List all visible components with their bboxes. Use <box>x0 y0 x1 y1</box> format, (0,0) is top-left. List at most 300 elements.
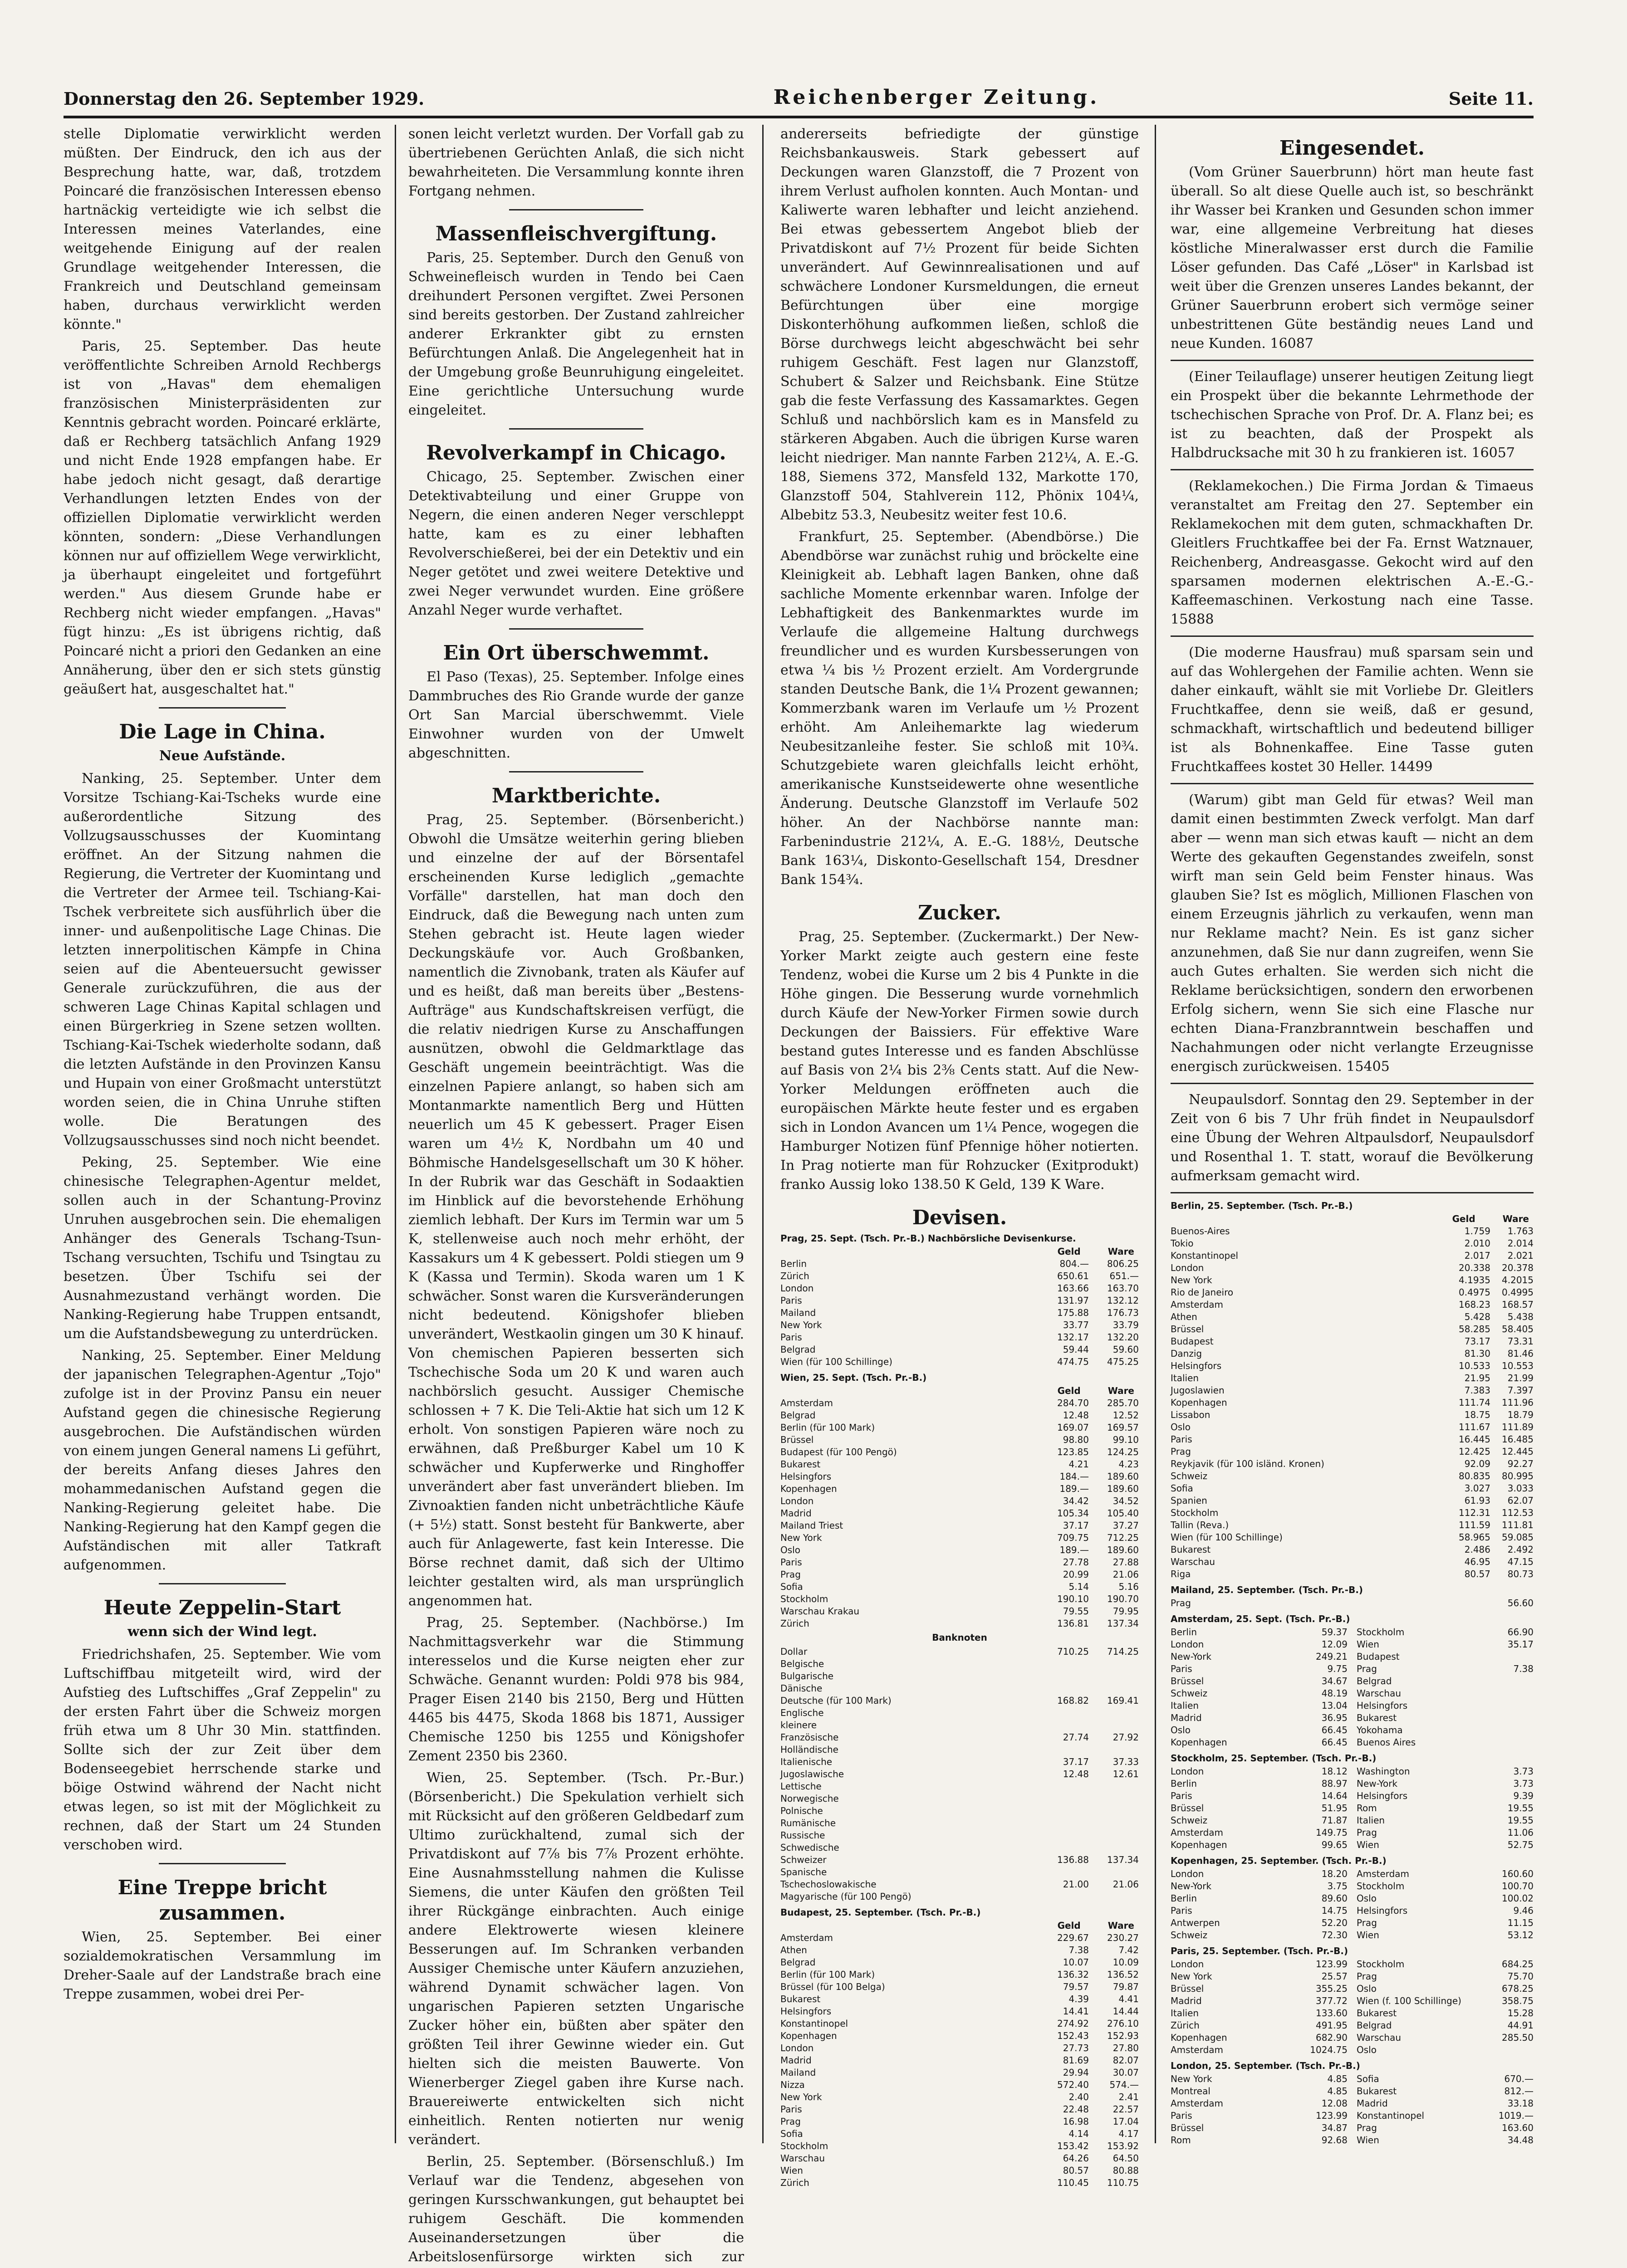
rate-value <box>1490 1712 1534 1724</box>
table-row <box>780 2152 1139 2165</box>
separator <box>159 1583 286 1584</box>
table-row <box>780 1434 1139 1446</box>
currency-name: Brüssel (für 100 Belga) <box>780 1981 885 1992</box>
currency-name: Helsingfors <box>1357 1790 1408 1801</box>
rate-value: 79.87 <box>1112 1981 1139 1992</box>
rate-value: 12.09 <box>1321 1639 1348 1650</box>
article-text: Paris, 25. September. Durch den Genuß von Schweinefleisch wurden in Tendo bei Caen dreihundert Personen vergiftet. Zwei Personen sind bereits gestorben. Der Zustand zahlreicher anderer Erkrankter gibt zu ernsten Befürchtungen Anlaß. Die Angelegenheit hat in der Umgebung große Beunruhigung eingeleitet. Eine gerichtliche Untersuchung wurde eingeleitet. <box>408 250 744 418</box>
rate-value: 92.09 <box>1464 1458 1490 1469</box>
rate-value <box>1039 1793 1089 1805</box>
rate-value: 189.— <box>1059 1545 1089 1555</box>
currency-name: Kopenhagen <box>1171 2032 1227 2043</box>
rate-value: 10.533 <box>1459 1360 1490 1371</box>
currency-name: Prag <box>1357 1917 1377 1928</box>
currency-name: New York <box>780 2092 822 2102</box>
currency-name: Sofia <box>1171 1483 1193 1494</box>
currency-name: New York <box>1171 1275 1212 1286</box>
rate-value: 62.07 <box>1507 1495 1534 1506</box>
rate-value: 285.50 <box>1502 2032 1534 2043</box>
rate-value: 20.338 <box>1459 1262 1490 1273</box>
currency-name: Paris <box>1171 1434 1192 1445</box>
table-row <box>1357 1778 1534 1790</box>
currency-name: Kopenhagen <box>1171 1839 1227 1850</box>
table-row <box>780 1670 1139 1682</box>
rates-table-prag <box>780 1232 1139 1368</box>
currency-name: Stockholm <box>1357 1627 1405 1637</box>
currency-name: Paris <box>1171 1663 1192 1674</box>
rate-value: 89.60 <box>1321 1893 1348 1904</box>
rate-value: 37.17 <box>1063 1756 1089 1767</box>
rate-value: 136.81 <box>1057 1618 1089 1629</box>
currency-name: Spanien <box>1171 1495 1207 1506</box>
rate-value: 2.492 <box>1507 1544 1534 1555</box>
notice-text: Neupaulsdorf. Sonntag den 29. September in der Zeit von 6 bis 7 Uhr früh findet in Neupaulsdorf eine Übung der Wehren Altpaulsdorf, Neupaulsdorf und Rosenthal 1. T. statt, worauf die Bevölkerung aufmerksam gemacht wird. <box>1171 1092 1534 1184</box>
rate-value: 111.74 <box>1459 1397 1490 1408</box>
rate-value: 0.4975 <box>1459 1287 1490 1298</box>
table-row <box>1171 1237 1534 1250</box>
currency-name: Prag <box>1357 1827 1377 1838</box>
rate-value <box>1490 1724 1534 1736</box>
currency-name: Schweizer <box>780 1854 827 1865</box>
rate-value: 88.97 <box>1321 1778 1348 1789</box>
currency-name: Rom <box>1357 1803 1377 1813</box>
rate-value: 2.014 <box>1507 1238 1534 1249</box>
rate-value: 131.97 <box>1057 1295 1089 1306</box>
currency-name: Sofia <box>780 2128 803 2139</box>
rate-value: 189.60 <box>1107 1471 1139 1482</box>
article-text: Peking, 25. September. Wie eine chinesische Telegraphen-Agentur meldet, sollen auch in der Schantung-Provinz Unruhen ausgebrochen sein. Die ehemaligen Anhänger des Generals Tschang-Tsun-Tschang versuchten, Tschifu und Tsingtau zu besetzen. Über Tschifu sei der Ausnahmezustand verhängt worden. Die Nanking-Regierung habe Truppen entsandt, um die Aufstandsbewegung zu unterdrücken. <box>64 1154 381 1342</box>
table-row <box>1357 2085 1534 2097</box>
rate-value: 132.20 <box>1107 1332 1139 1343</box>
currency-name: Lissabon <box>1171 1409 1210 1420</box>
rate-value: 169.41 <box>1107 1695 1139 1706</box>
rate-value: 52.20 <box>1321 1917 1348 1928</box>
table-row <box>780 1878 1139 1891</box>
headline-fleischvergiftung: Massenfleischvergiftung. <box>435 222 717 245</box>
currency-name: Italienische <box>780 1756 833 1767</box>
table-row <box>780 2165 1139 2177</box>
currency-name: Rumänische <box>780 1818 836 1828</box>
separator <box>1171 360 1534 361</box>
rate-value: 132.17 <box>1057 1332 1089 1343</box>
rate-value: 99.65 <box>1321 1839 1348 1850</box>
table-row <box>1357 1687 1534 1700</box>
rate-value: 491.95 <box>1316 2020 1348 2031</box>
rate-value: 132.12 <box>1107 1295 1139 1306</box>
table-row <box>1171 1262 1534 1274</box>
table-row <box>1357 1917 1534 1929</box>
table-row <box>1171 1814 1348 1827</box>
rate-value: 22.57 <box>1112 2104 1139 2115</box>
currency-name: New York <box>780 1532 822 1543</box>
table-row <box>780 1532 1139 1544</box>
table-row <box>780 1956 1139 1969</box>
separator <box>509 771 643 772</box>
currency-name: Oslo <box>1171 1725 1191 1735</box>
rate-value: 59.44 <box>1063 1344 1089 1355</box>
currency-name: Madrid <box>780 1508 812 1519</box>
rate-value: 10.07 <box>1063 1957 1089 1968</box>
table-row <box>1171 1675 1348 1687</box>
table-row <box>1357 1929 1534 1941</box>
rate-value: 92.27 <box>1507 1458 1534 1469</box>
table-row <box>1357 2007 1534 2019</box>
rate-value: 22.48 <box>1063 2104 1089 2115</box>
currency-name: Kopenhagen <box>1171 1397 1227 1408</box>
rate-value <box>1039 1891 1089 1903</box>
rates-table-wien <box>780 1372 1139 1903</box>
table-row <box>1357 2044 1534 2056</box>
rate-value: 110.75 <box>1107 2177 1139 2188</box>
rate-value: 124.25 <box>1107 1447 1139 1457</box>
currency-name: Paris <box>780 1295 802 1306</box>
rate-value: 112.53 <box>1502 1507 1534 1518</box>
currency-name: Paris <box>1171 1905 1192 1916</box>
table-row <box>780 1981 1139 1993</box>
rate-value: 111.96 <box>1502 1397 1534 1408</box>
rate-value: 474.75 <box>1057 1356 1089 1367</box>
rate-value: 3.75 <box>1327 1881 1348 1892</box>
table-row <box>780 1446 1139 1458</box>
rate-value: 133.60 <box>1316 2008 1348 2019</box>
rate-value: 34.87 <box>1321 2122 1348 2133</box>
currency-name: Deutsche (für 100 Mark) <box>780 1695 892 1706</box>
rate-value: 34.42 <box>1063 1496 1089 1506</box>
rate-value: 2.41 <box>1118 2092 1139 2102</box>
currency-name: Madrid <box>1357 2098 1388 2109</box>
rate-value: 5.428 <box>1464 1311 1490 1322</box>
table-row <box>780 1969 1139 1981</box>
rate-value: 2.40 <box>1068 2092 1089 2102</box>
rate-value: 21.00 <box>1063 1879 1089 1890</box>
table-row <box>780 1544 1139 1556</box>
table-row <box>1171 1868 1348 1880</box>
rate-value: 12.425 <box>1459 1446 1490 1457</box>
table-row <box>1357 1827 1534 1839</box>
table-row <box>1357 1814 1534 1827</box>
column-header: Ware <box>1108 1246 1134 1257</box>
rate-value <box>1490 2044 1534 2056</box>
table-row <box>1171 1409 1534 1421</box>
rate-value: 47.15 <box>1507 1556 1534 1567</box>
currency-name: Berlin (für 100 Mark) <box>780 1422 875 1433</box>
table-row <box>780 1829 1139 1842</box>
rate-value: 34.67 <box>1321 1676 1348 1686</box>
table-row <box>780 1458 1139 1471</box>
currency-name: Helsingfors <box>1171 1360 1222 1371</box>
currency-name: Belgrad <box>780 1957 816 1968</box>
rates-table-berlin <box>1171 1200 1534 1580</box>
rate-value: 112.31 <box>1459 1507 1490 1518</box>
table-row <box>780 1731 1139 1744</box>
currency-name: Oslo <box>1357 2044 1377 2055</box>
currency-name: Brüssel <box>1171 2122 1204 2133</box>
rate-value <box>1490 1687 1534 1700</box>
rate-value: 25.57 <box>1321 1971 1348 1982</box>
currency-name: Kopenhagen <box>780 1483 837 1494</box>
rates-table-stockholm <box>1171 1752 1534 1851</box>
table-row <box>1171 1597 1534 1609</box>
currency-name: London <box>780 2043 814 2053</box>
currency-name: Stockholm <box>1171 1507 1219 1518</box>
currency-name: Montreal <box>1171 2086 1210 2097</box>
rate-value: 44.91 <box>1507 2020 1534 2031</box>
table-row <box>1171 1470 1534 1482</box>
table-row <box>1171 1286 1534 1299</box>
subheadline-china: Neue Aufstände. <box>159 748 286 764</box>
rate-value: 136.88 <box>1057 1854 1089 1865</box>
rate-value: 27.73 <box>1063 2043 1089 2053</box>
table-row <box>780 2128 1139 2140</box>
table-row <box>1357 1638 1534 1651</box>
currency-name: Wien <box>1357 1930 1379 1941</box>
table-row <box>780 1944 1139 1956</box>
table-row <box>1357 2134 1534 2146</box>
currency-name: Riga <box>1171 1569 1191 1579</box>
article-text: Wien, 25. September. Bei einer sozialdemokratischen Versammlung im Dreher-Saale auf der Landstraße brach eine Treppe zusammen, wobei drei Per- <box>64 1929 381 2002</box>
separator <box>1171 635 1534 637</box>
column-4 <box>1171 125 1534 2146</box>
rate-value: 285.70 <box>1107 1398 1139 1408</box>
rate-value <box>1089 1719 1139 1731</box>
table-row <box>780 1258 1139 1270</box>
rate-value: 14.64 <box>1321 1790 1348 1801</box>
table-row <box>1357 1651 1534 1663</box>
currency-name: kleinere <box>780 1720 817 1730</box>
rate-value: 189.60 <box>1107 1545 1139 1555</box>
table-row <box>780 1780 1139 1793</box>
table-row <box>780 2140 1139 2152</box>
rate-value: 152.93 <box>1107 2030 1139 2041</box>
currency-name: Antwerpen <box>1171 1917 1220 1928</box>
currency-name: Konstantinopel <box>780 2018 848 2029</box>
currency-name: Wien <box>780 2165 803 2176</box>
rate-value: 21.95 <box>1464 1373 1490 1383</box>
notice-text: (Einer Teilauflage) unserer heutigen Zeitung liegt ein Prospekt über die bekannte Lehrmethode der tschechischen Sprache von Prof. Dr. A. Flanz bei; es ist zu beachten, daß der Prospekt als Halbdrucksache mit 30 h zu frankieren ist. 16057 <box>1171 369 1534 461</box>
currency-name: Stockholm <box>780 1593 828 1604</box>
currency-name: Budapest <box>1171 1336 1214 1347</box>
rate-value: 100.70 <box>1502 1881 1534 1892</box>
table-row <box>1357 1663 1534 1675</box>
currency-name: Mailand <box>780 1307 816 1318</box>
table-row <box>1171 1995 1348 2007</box>
rate-value: 27.88 <box>1112 1557 1139 1568</box>
currency-name: Nizza <box>780 2079 805 2090</box>
currency-name: London <box>1171 1868 1204 1879</box>
rate-value: 176.73 <box>1107 1307 1139 1318</box>
subheadline-zeppelin: wenn sich der Wind legt. <box>127 1624 317 1640</box>
currency-name: Prag <box>1357 1971 1377 1982</box>
currency-name: Lettische <box>780 1781 822 1792</box>
rate-value: 163.60 <box>1502 2122 1534 2133</box>
table-row <box>1357 2073 1534 2085</box>
table-row <box>780 1556 1139 1569</box>
currency-name: Bukarest <box>1171 1544 1211 1555</box>
currency-name: Wien (für 100 Schillinge) <box>1171 1532 1283 1543</box>
rate-value: 13.04 <box>1321 1700 1348 1711</box>
currency-name: Bulgarische <box>780 1671 834 1681</box>
rate-value: 475.25 <box>1107 1356 1139 1367</box>
rate-value: 160.60 <box>1502 1868 1534 1879</box>
rate-value: 806.25 <box>1107 1258 1139 1269</box>
table-row <box>1171 1651 1348 1663</box>
rate-value: 684.25 <box>1502 1959 1534 1970</box>
table-row <box>780 2018 1139 2030</box>
rate-value <box>1490 1700 1534 1712</box>
rate-value: 19.55 <box>1507 1803 1534 1813</box>
currency-name: Italien <box>1171 1373 1199 1383</box>
article-text: sonen leicht verletzt wurden. Der Vorfall gab zu übertriebenen Gerüchten Anlaß, die sich nicht bewahrheiteten. Die Versammlung konnte ihren Fortgang nehmen. <box>408 126 744 199</box>
table-row <box>780 1793 1139 1805</box>
rate-value: 230.27 <box>1107 1932 1139 1943</box>
rate-value: 27.78 <box>1063 1557 1089 1568</box>
table-row <box>780 1682 1139 1695</box>
table-row <box>1171 1827 1348 1839</box>
currency-name: Dänische <box>780 1683 823 1694</box>
rate-value: 79.55 <box>1063 1606 1089 1617</box>
rate-value: 12.48 <box>1063 1410 1089 1421</box>
table-row <box>1171 1421 1534 1433</box>
currency-name: Kopenhagen <box>780 2030 837 2041</box>
table-row <box>780 1307 1139 1319</box>
rate-value: 111.89 <box>1502 1422 1534 1432</box>
rate-value <box>1490 1736 1534 1749</box>
currency-name: Oslo <box>1171 1422 1191 1432</box>
rate-value <box>1089 1829 1139 1842</box>
table-row <box>780 1282 1139 1295</box>
table-row <box>780 1744 1139 1756</box>
rate-value <box>1089 1744 1139 1756</box>
rate-value <box>1039 1682 1089 1695</box>
rate-value <box>1089 1805 1139 1817</box>
rate-value: 4.1935 <box>1459 1275 1490 1286</box>
rate-value: 163.70 <box>1107 1283 1139 1294</box>
rate-value: 34.48 <box>1507 2135 1534 2146</box>
table-row <box>780 1646 1139 1658</box>
article-text: Frankfurt, 25. September. (Abendbörse.) Die Abendbörse war zunächst ruhig und bröckelte eine Kleinigkeit ab. Lebhaft lagen Banken, ohne daß sachliche Momente erkennbar waren. Infolge der Lebhaftigkeit des Bankenmarktes wurde im Verlaufe die allgemeine Haltung durchwegs freundlicher und es wurden Kursbesserungen von etwa ¼ bis ½ Prozent erzielt. Am Vordergrunde standen Deutsche Bank, die 1¼ Prozent gewannen; Kommerzbank waren im Verlaufe um ½ Prozent erhöht. Am Anleihemarkte lag wiederum Neubesitzanleihe fester. Sie schloß mit 10¾. Schutzgebiete waren gleichfalls leicht erhöht, amerikanische Kunstseidewerte ohne wesentliche Änderung. Deutsche Glanzstoff im Verlaufe 502 höher. An der Nachbörse nannte man: Farbenindustrie 212¼, A. E.-G. 188½, Deutsche Bank 163¼, Diskonto-Gesellschaft 154, Dresdner Bank 154¾. <box>780 529 1139 888</box>
rate-value: 189.— <box>1059 1483 1089 1494</box>
separator <box>159 1863 286 1864</box>
rate-value: 189.60 <box>1107 1483 1139 1494</box>
rate-value: 163.66 <box>1057 1283 1089 1294</box>
table-row <box>1171 2007 1348 2019</box>
rate-value <box>1089 1670 1139 1682</box>
table-row <box>1357 2032 1534 2044</box>
rate-value: 20.378 <box>1502 1262 1534 1273</box>
rate-value: 58.965 <box>1459 1532 1490 1543</box>
rate-value: 21.06 <box>1112 1569 1139 1580</box>
rate-value: 169.07 <box>1057 1422 1089 1433</box>
table-row <box>1171 1225 1534 1237</box>
rate-value: 804.— <box>1059 1258 1089 1269</box>
rate-value: 2.021 <box>1507 1250 1534 1261</box>
rate-value: 80.88 <box>1112 2165 1139 2176</box>
rate-value: 61.93 <box>1464 1495 1490 1506</box>
table-row <box>1171 2073 1348 2085</box>
currency-name: Zürich <box>1171 2020 1200 2031</box>
table-row <box>780 1581 1139 1593</box>
rate-value <box>1089 1891 1139 1903</box>
article-text: Berlin, 25. September. (Börsenschluß.) Im Verlauf war die Tendenz, abgesehen von geringen Kursschwankungen, gut behauptet bei ruhigem Geschäft. Die kommenden Auseinandersetzungen über die Arbeitslosenfürsorge wirkten sich zur <box>408 2154 744 2265</box>
table-row <box>1171 2134 1348 2146</box>
rate-value: 79.57 <box>1063 1981 1089 1992</box>
rate-value: 358.75 <box>1502 1995 1534 2006</box>
table-title: Kopenhagen, 25. September. (Tsch. Pr.-B.) <box>1171 1855 1387 1866</box>
currency-name: Sofia <box>1357 2073 1379 2084</box>
headline-devisen: Devisen. <box>912 1206 1007 1229</box>
currency-name: London <box>1171 1959 1204 1970</box>
currency-name: London <box>1171 1639 1204 1650</box>
rate-value: 4.85 <box>1327 2073 1348 2084</box>
currency-name: Kopenhagen <box>1171 1737 1227 1748</box>
table-row <box>780 1471 1139 1483</box>
rate-value: 100.02 <box>1502 1893 1534 1904</box>
currency-name: Prag <box>1171 1446 1191 1457</box>
currency-name: Italien <box>1357 1815 1385 1826</box>
table-row <box>1357 1839 1534 1851</box>
rate-value: 11.15 <box>1507 1917 1534 1928</box>
currency-name: Prag <box>1357 2122 1377 2133</box>
table-row <box>780 1331 1139 1344</box>
rate-value <box>1039 1842 1089 1854</box>
rate-value: 3.73 <box>1513 1778 1534 1789</box>
column-rule <box>762 125 764 2143</box>
rate-value: 5.438 <box>1507 1311 1534 1322</box>
currency-name: Belgrad <box>780 1410 816 1421</box>
rates-table-kopenhagen <box>1171 1855 1534 1941</box>
currency-name: Stockholm <box>780 2141 828 2151</box>
currency-name: Englische <box>780 1707 824 1718</box>
table-row <box>780 2067 1139 2079</box>
table-row <box>1171 1736 1348 1749</box>
rate-value <box>1089 1793 1139 1805</box>
rate-value: 10.553 <box>1502 1360 1534 1371</box>
table-row <box>1357 1958 1534 1970</box>
rates-table-paris <box>1171 1945 1534 2056</box>
table-row <box>780 1854 1139 1866</box>
table-row <box>780 1768 1139 1780</box>
table-row <box>1171 1348 1534 1360</box>
currency-name: Zürich <box>780 2177 809 2188</box>
table-row <box>780 2177 1139 2189</box>
rate-value: 2.486 <box>1464 1544 1490 1555</box>
table-row <box>1171 1839 1348 1851</box>
table-row <box>1171 1495 1534 1507</box>
rate-value: 4.85 <box>1327 2086 1348 2097</box>
currency-name: Budapest (für 100 Pengö) <box>780 1447 897 1457</box>
currency-name: Paris <box>780 1332 802 1343</box>
table-row <box>1171 1929 1348 1941</box>
article-text: Prag, 25. September. (Zuckermarkt.) Der New-Yorker Markt zeigte auch gestern eine feste Tendenz, wobei die Kurse um 2 bis 4 Punkte in die Höhe gingen. Die Besserung wurde vornehmlich durch Käufe der New-Yorker Firmen sowie durch Deckungen der Baissiers. Für effektive Ware bestand gutes Interesse und es fanden Abschlüsse auf Basis von 2¼ bis 2⅜ Cents statt. Auf die New-Yorker Meldungen eröffneten auch die europäischen Märkte heute fester und es ergaben sich in London Avancen um 1¼ Pence, wogegen die Hamburger Notizen fünf Pfennige höher notierten. In Prag notierte man für Rohzucker (Exitprodukt) franko Aussig loko 138.50 K Geld, 139 K Ware. <box>780 929 1139 1193</box>
column-2 <box>408 125 744 2265</box>
currency-name: London <box>1171 1766 1204 1777</box>
currency-name: Helsingfors <box>1357 1700 1408 1711</box>
rate-value: 72.30 <box>1321 1930 1348 1941</box>
currency-name: Brüssel <box>1171 1983 1204 1994</box>
separator <box>1171 1192 1534 1193</box>
currency-name: Rio de Janeiro <box>1171 1287 1234 1298</box>
rate-value: 99.10 <box>1112 1434 1139 1445</box>
currency-name: Belgische <box>780 1658 824 1669</box>
rate-value: 2.010 <box>1464 1238 1490 1249</box>
rate-value: 3.027 <box>1464 1483 1490 1494</box>
rate-value: 18.12 <box>1321 1766 1348 1777</box>
currency-name: London <box>1171 1262 1204 1273</box>
rate-value: 168.23 <box>1459 1299 1490 1310</box>
table-row <box>1171 1519 1534 1531</box>
article-text: andererseits befriedigte der günstige Reichsbankausweis. Stark gebessert auf Deckungen waren Glanzstoff, die 7 Prozent von ihrem Verlust aufholen konnten. Auch Montan- und Kaliwerte waren lebhafter und leicht anziehend. Bei etwas gebessertem Angebot blieb der Privatdiskont auf 7½ Prozent für beide Sichten unverändert. Auf Gewinnrealisationen und auf schwächere Londoner Kursmeldungen, die erneut Befürchtungen über eine morgige Diskonterhöhung aufkommen ließen, schloß die Börse durchwegs leicht abgeschwächt bei sehr ruhigem Geschäft. Fest lagen nur Glanzstoff, Schubert & Salzer und Reichsbank. Eine Stütze gab die feste Verfassung des Kassamarktes. Gegen Schluß und nachbörslich kam es in Mansfeld zu stärkeren Abgaben. Auch die übrigen Kurse waren leicht niedriger. Man nannte Farben 212¼, A. E.-G. 188, Siemens 372, Mansfeld 132, Markotte 170, Glanzstoff 504, Stahlverein 112, Phönix 104¼, Albebitz 53.3, Neubesitz weiter fest 10.6. <box>780 126 1139 523</box>
table-row <box>1171 1638 1348 1651</box>
